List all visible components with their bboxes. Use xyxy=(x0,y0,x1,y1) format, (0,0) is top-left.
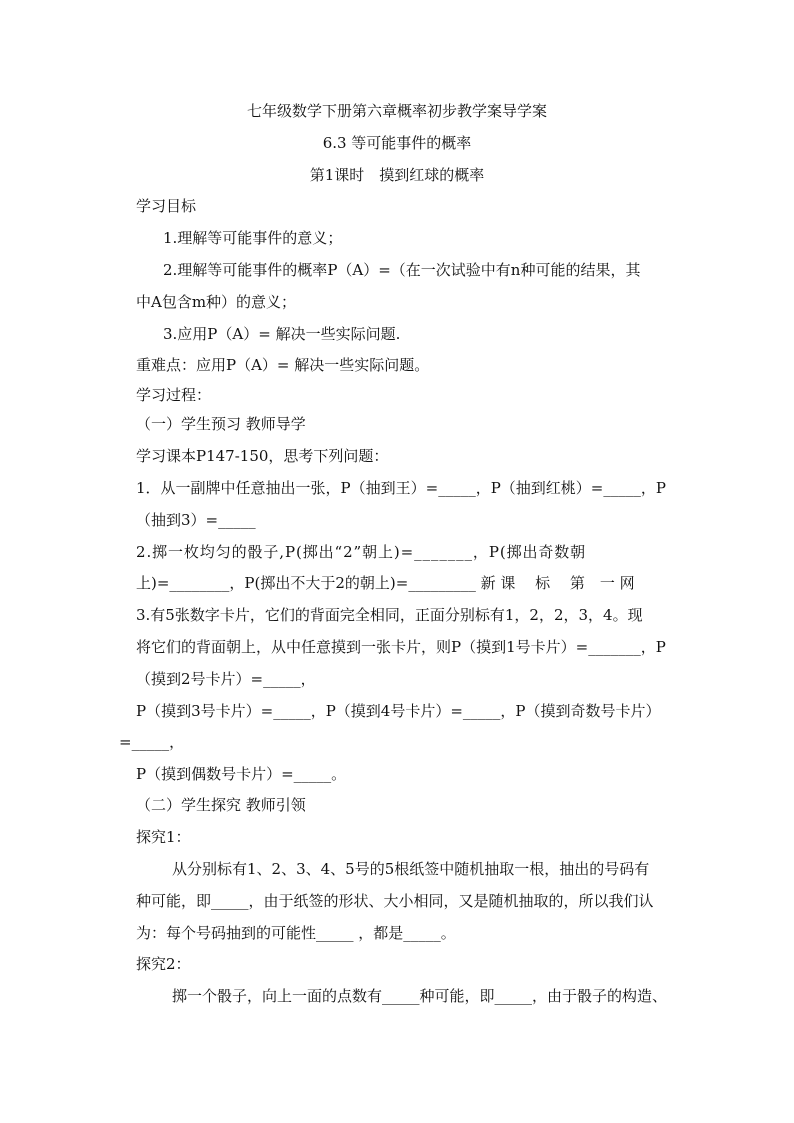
question-3-line-4: P（摸到3号卡片）=_____，P（摸到4号卡片）=_____，P（摸到奇数号卡片） xyxy=(136,702,661,720)
objective-item-3: 3.应用P（A）= 解决一些实际问题. xyxy=(163,325,401,343)
document-title: 七年级数学下册第六章概率初步教学案导学案 xyxy=(246,102,547,120)
objective-item-1: 1.理解等可能事件的意义； xyxy=(163,229,343,247)
explore-1-line-2: 种可能，即_____，由于纸签的形状、大小相同，又是随机抽取的，所以我们认 xyxy=(136,892,654,910)
question-1-line-1: 1．从一副牌中任意抽出一张，P（抽到王）=_____，P（抽到红桃）=_____，P xyxy=(136,479,666,497)
section-title: 6.3 等可能事件的概率 xyxy=(322,134,472,152)
objective-item-2-line-2: 中A包含m种）的意义； xyxy=(136,293,297,311)
explore-2-heading: 探究2： xyxy=(136,955,191,973)
part-2-heading: （二）学生探究 教师引领 xyxy=(136,796,306,814)
key-points: 重难点：应用P（A）= 解决一些实际问题。 xyxy=(136,356,430,374)
question-3-line-3: （摸到2号卡片）=_____， xyxy=(136,670,316,688)
explore-1-heading: 探究1： xyxy=(136,828,191,846)
preview-intro: 学习课本P147-150，思考下列问题： xyxy=(136,447,389,465)
question-3-line-1: 3.有5张数字卡片，它们的背面完全相同，正面分别标有1，2，2，3，4。现 xyxy=(136,606,643,624)
part-1-heading: （一）学生预习 教师导学 xyxy=(136,415,306,433)
explore-1-line-3: 为：每个号码抽到的可能性_____ ，都是_____。 xyxy=(136,924,456,942)
explore-2-line-1: 掷一个骰子，向上一面的点数有_____种可能，即_____，由于骰子的构造、 xyxy=(172,987,668,1005)
question-3-line-6: P（摸到偶数号卡片）=_____。 xyxy=(136,765,347,783)
question-1-line-2: （抽到3）=_____ xyxy=(136,511,256,529)
question-3-line-5: =_____， xyxy=(119,733,185,751)
question-3-line-2: 将它们的背面朝上，从中任意摸到一张卡片，则P（摸到1号卡片）=_______，P xyxy=(136,638,666,656)
objective-item-2-line-1: 2.理解等可能事件的概率P（A）=（在一次试验中有n种可能的结果，其 xyxy=(163,261,641,279)
lesson-title: 第1课时 摸到红球的概率 xyxy=(309,166,485,184)
question-2-line-1: 2.掷一枚均匀的骰子,P(掷出“2”朝上)=_______，P(掷出奇数朝 xyxy=(136,543,587,561)
objectives-heading: 学习目标 xyxy=(136,197,197,215)
question-2-line-2: 上)=________，P(掷出不大于2的朝上)=_________ 新 课 标 第 一 网 xyxy=(136,574,635,592)
process-heading: 学习过程： xyxy=(136,386,212,404)
explore-1-line-1: 从分别标有1、2、3、4、5号的5根纸签中随机抽取一根，抽出的号码有 xyxy=(172,860,650,878)
